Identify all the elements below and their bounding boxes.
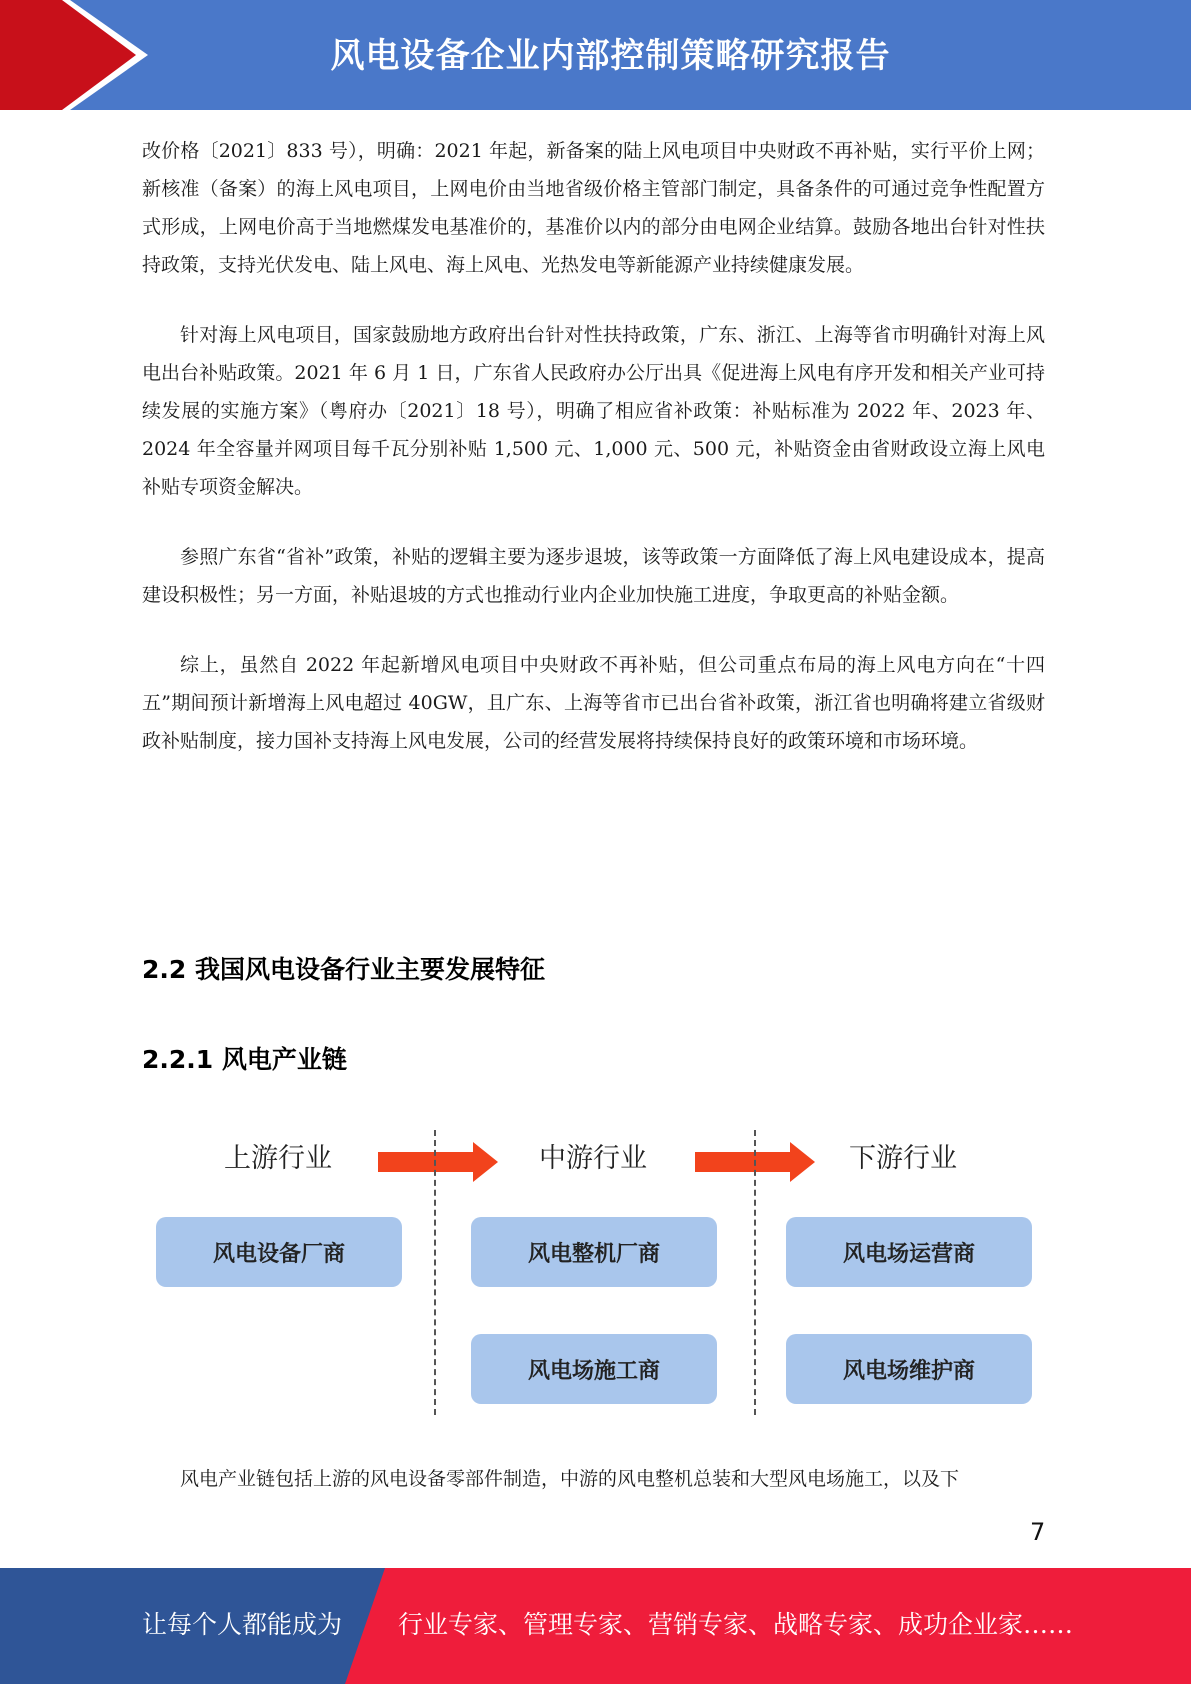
midstream-box-construction: 风电场施工商 xyxy=(471,1334,717,1404)
midstream-title: 中游行业 xyxy=(539,1143,647,1174)
footer-slogan-right: 行业专家、管理专家、营销专家、战略专家、成功企业家…… xyxy=(398,1610,1074,1639)
upstream-title: 上游行业 xyxy=(224,1143,332,1174)
page-number: 7 xyxy=(1030,1518,1046,1546)
midstream-box-turbine: 风电整机厂商 xyxy=(471,1217,717,1287)
paragraph-1: 改价格〔2021〕833 号），明确：2021 年起，新备案的陆上风电项目中央财政不再补贴，实行平价上网；新核准（备案）的海上风电项目，上网电价由当地省级价格主管部门制定，具备条件的可通过竞争性配置方式形成，上网电价高于当地燃煤发电基准价的，基准价以内的部分由电网企业结算。鼓励各地出台针对性扶持政策，支持光伏发电、陆上风电、海上风电、光热发电等新能源产业持续健康发展。 xyxy=(142,140,1045,276)
upstream-box-equipment: 风电设备厂商 xyxy=(156,1217,402,1287)
dashed-divider xyxy=(434,1130,436,1415)
report-title: 风电设备企业内部控制策略研究报告 xyxy=(330,36,891,76)
paragraph-2: 针对海上风电项目，国家鼓励地方政府出台针对性扶持政策，广东、浙江、上海等省市明确针对海上风电出台补贴政策。2021 年 6 月 1 日，广东省人民政府办公厅出具《促进海上风电有序开发和相关产业可持续发展的实施方案》（粤府办〔2021〕18 号），明确了相应省补政策：补贴标准为 2022 年、2023 年、2024 年全容量并网项目每千瓦分别补贴 1,500 元、1,000 元、500 元，补贴资金由省财政设立海上风电补贴专项资金解决。 xyxy=(142,324,1045,498)
downstream-box-operator: 风电场运营商 xyxy=(786,1217,1032,1287)
body-text xyxy=(142,132,1045,760)
paragraph-4: 综上，虽然自 2022 年起新增风电项目中央财政不再补贴，但公司重点布局的海上风电方向在“十四五”期间预计新增海上风电超过 40GW，且广东、上海等省市已出台省补政策，浙江省也明确将建立省级财政补贴制度，接力国补支持海上风电发展，公司的经营发展将持续保持良好的政策环境和市场环境。 xyxy=(142,654,1045,752)
downstream-title: 下游行业 xyxy=(849,1143,957,1174)
section-heading: 2.2 我国风电设备行业主要发展特征 xyxy=(142,955,545,984)
arrow-right-icon xyxy=(378,1142,498,1182)
subsection-heading: 2.2.1 风电产业链 xyxy=(142,1045,347,1074)
paragraph-5: 风电产业链包括上游的风电设备零部件制造，中游的风电整机总装和大型风电场施工，以及下 xyxy=(180,1468,960,1490)
downstream-box-maintenance: 风电场维护商 xyxy=(786,1334,1032,1404)
dashed-divider xyxy=(754,1130,756,1415)
footer-slogan-left: 让每个人都能成为 xyxy=(142,1610,343,1639)
paragraph-3: 参照广东省“省补”政策，补贴的逻辑主要为逐步退坡，该等政策一方面降低了海上风电建设成本，提高建设积极性；另一方面，补贴退坡的方式也推动行业内企业加快施工进度，争取更高的补贴金额。 xyxy=(142,546,1045,606)
page-header xyxy=(0,0,1191,110)
industry-chain-diagram xyxy=(140,1120,1050,1420)
page-footer xyxy=(0,1568,1191,1684)
